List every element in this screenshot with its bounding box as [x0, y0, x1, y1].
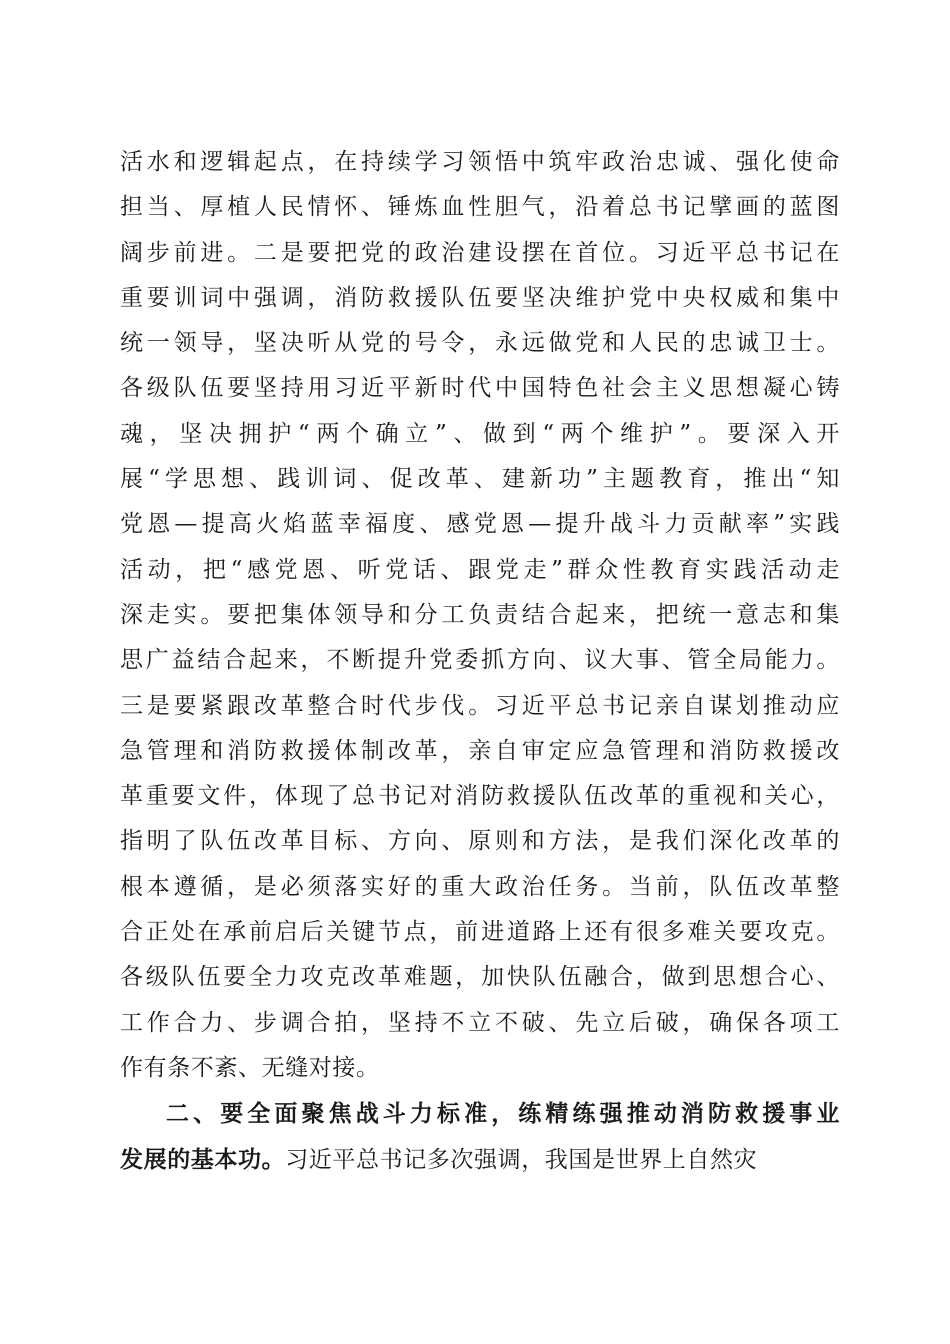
text-line: 急管理和消防救援体制改革，亲自审定应急管理和消防救援改: [120, 737, 840, 764]
section-body-start: 习近平总书记多次强调，我国是世界上自然灾: [285, 1146, 758, 1173]
text-line: 深走实。要把集体领导和分工负责结合起来，把统一意志和集: [120, 601, 840, 628]
text-line: 党恩—提高火焰蓝幸福度、感党恩—提升战斗力贡献率”实践: [120, 511, 840, 538]
text-line: 根本遵循，是必须落实好的重大政治任务。当前，队伍改革整: [120, 873, 840, 900]
section-heading: 二、要全面聚焦战斗力标准，练精练强推动消防救援事业: [166, 1100, 840, 1128]
text-line: 统一领导，坚决听从党的号令，永远做党和人民的忠诚卫士。: [120, 330, 840, 357]
text-line: 合正处在承前启后关键节点，前进道路上还有很多难关要攻克。: [120, 919, 840, 946]
body-text: [120, 140, 840, 1182]
text-line: 阔步前进。二是要把党的政治建设摆在首位。习近平总书记在: [120, 239, 840, 266]
section-heading-tail: 发展的基本功。: [120, 1145, 286, 1173]
text-line: 担当、厚植人民情怀、锤炼血性胆气，沿着总书记擘画的蓝图: [120, 194, 840, 221]
text-line: 指明了队伍改革目标、方向、原则和方法，是我们深化改革的: [120, 828, 840, 855]
text-line: 思广益结合起来，不断提升党委抓方向、议大事、管全局能力。: [120, 647, 840, 674]
section-heading-continuation: [120, 1137, 840, 1182]
text-line: 作有条不紊、无缝对接。: [120, 1054, 380, 1081]
text-line: 各级队伍要全力攻克改革难题，加快队伍融合，做到思想合心、: [120, 964, 840, 991]
text-line: 魂，坚决拥护“两个确立”、做到“两个维护”。要深入开: [120, 420, 840, 447]
text-line: 重要训词中强调，消防救援队伍要坚决维护党中央权威和集中: [120, 284, 840, 311]
text-line: 活水和逻辑起点，在持续学习领悟中筑牢政治忠诚、强化使命: [120, 149, 840, 175]
text-line: 活动，把“感党恩、听党话、跟党走”群众性教育实践活动走: [120, 556, 840, 583]
text-line: 工作合力、步调合拍，坚持不立不破、先立后破，确保各项工: [120, 1009, 840, 1036]
text-line: 革重要文件，体现了总书记对消防救援队伍改革的重视和关心，: [120, 783, 840, 810]
text-line: 各级队伍要坚持用习近平新时代中国特色社会主义思想凝心铸: [120, 375, 840, 402]
text-line: 三是要紧跟改革整合时代步伐。习近平总书记亲自谋划推动应: [120, 692, 840, 719]
text-line: 展“学思想、践训词、促改革、建新功”主题教育，推出“知: [120, 466, 840, 493]
